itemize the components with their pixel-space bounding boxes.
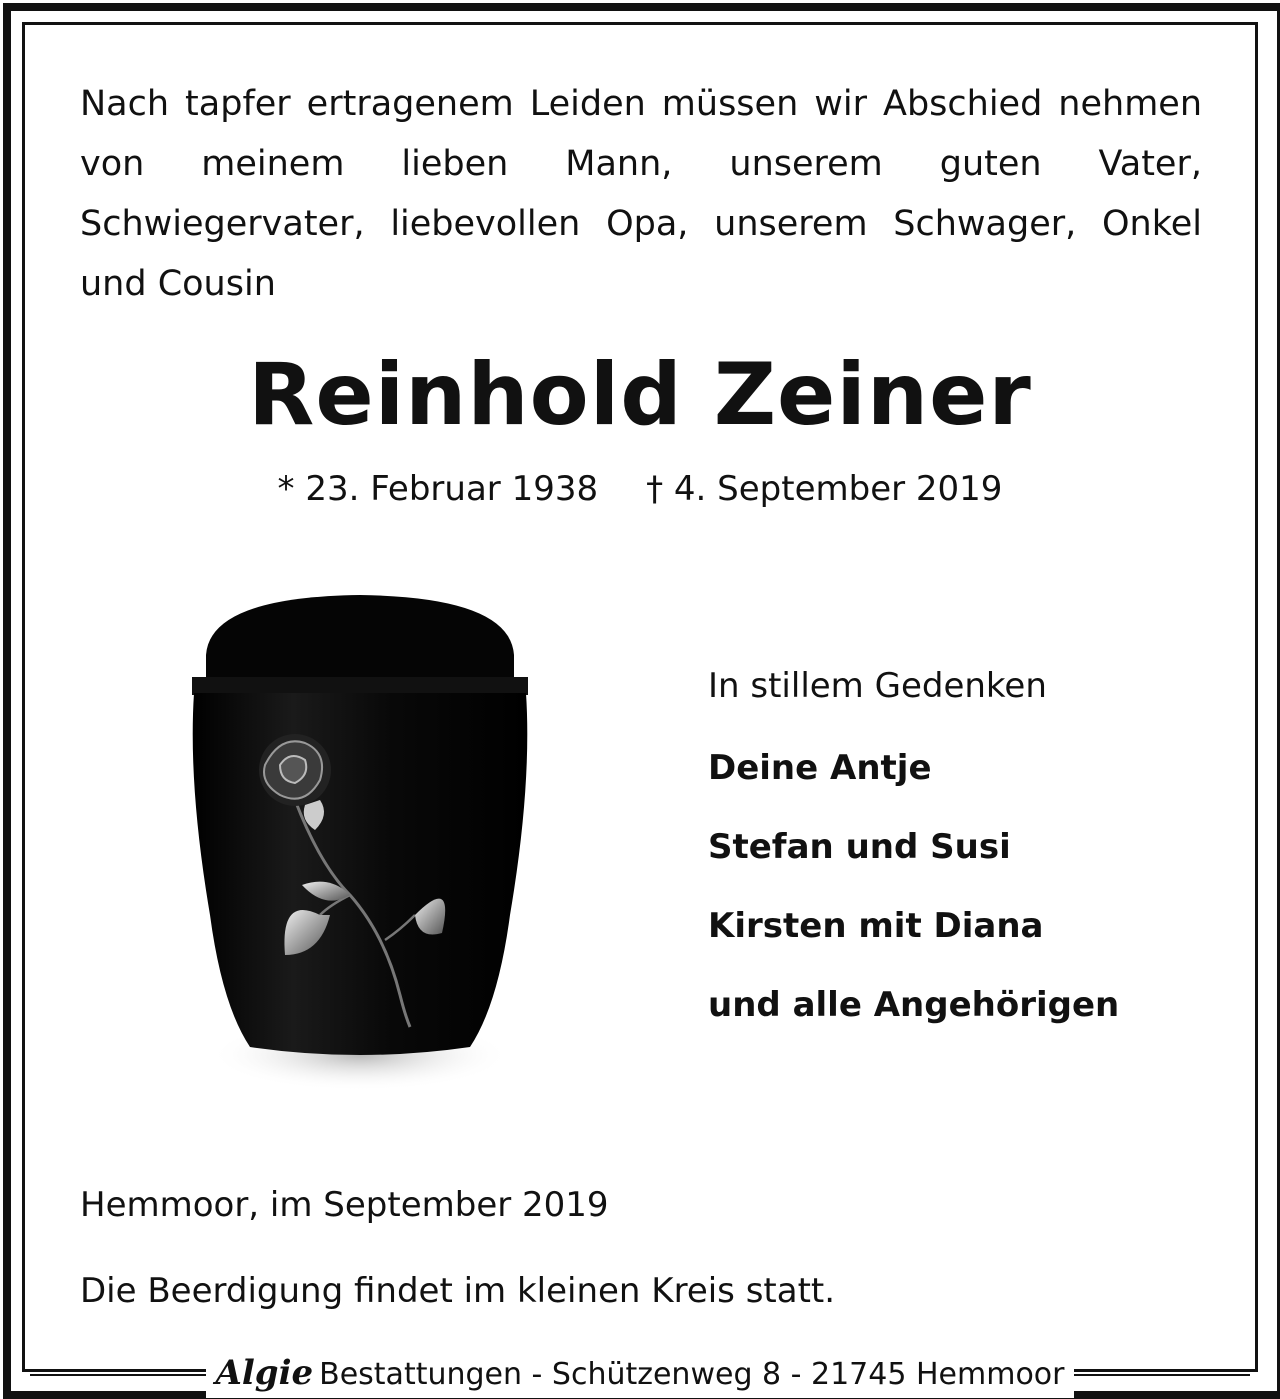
intro-text: Nach tapfer ertragenem Leiden müssen wir Abschied nehmen von meinem lieben Mann, unserem guten Vater, Schwiegervater, liebevollen Opa, unserem Schwager, Onkel und Cousin xyxy=(80,84,1202,304)
birth-date: * 23. Februar 1938 xyxy=(277,469,599,509)
life-dates xyxy=(0,466,1280,512)
footer xyxy=(0,1350,1280,1396)
mourner-name: Stefan und Susi xyxy=(708,827,1011,867)
mourners-block xyxy=(708,660,1228,1058)
mourner-name: Deine Antje xyxy=(708,748,932,788)
urn-with-rose-icon xyxy=(180,585,540,1105)
burial-note: Die Beerdigung findet im kleinen Kreis statt. xyxy=(80,1271,836,1311)
funeral-home-address: Bestattungen - Schützenweg 8 - 21745 Hemmoor xyxy=(319,1357,1065,1392)
mourner-name: und alle Angehörigen xyxy=(708,985,1120,1025)
death-date: † 4. September 2019 xyxy=(646,469,1003,509)
mourner-name: Kirsten mit Diana xyxy=(708,906,1044,946)
deceased-name: Reinhold Zeiner xyxy=(248,345,1032,445)
place-date: Hemmoor, im September 2019 xyxy=(80,1185,609,1225)
funeral-home-logo: Algie xyxy=(215,1353,314,1393)
mourners-lead: In stillem Gedenken xyxy=(708,666,1047,706)
